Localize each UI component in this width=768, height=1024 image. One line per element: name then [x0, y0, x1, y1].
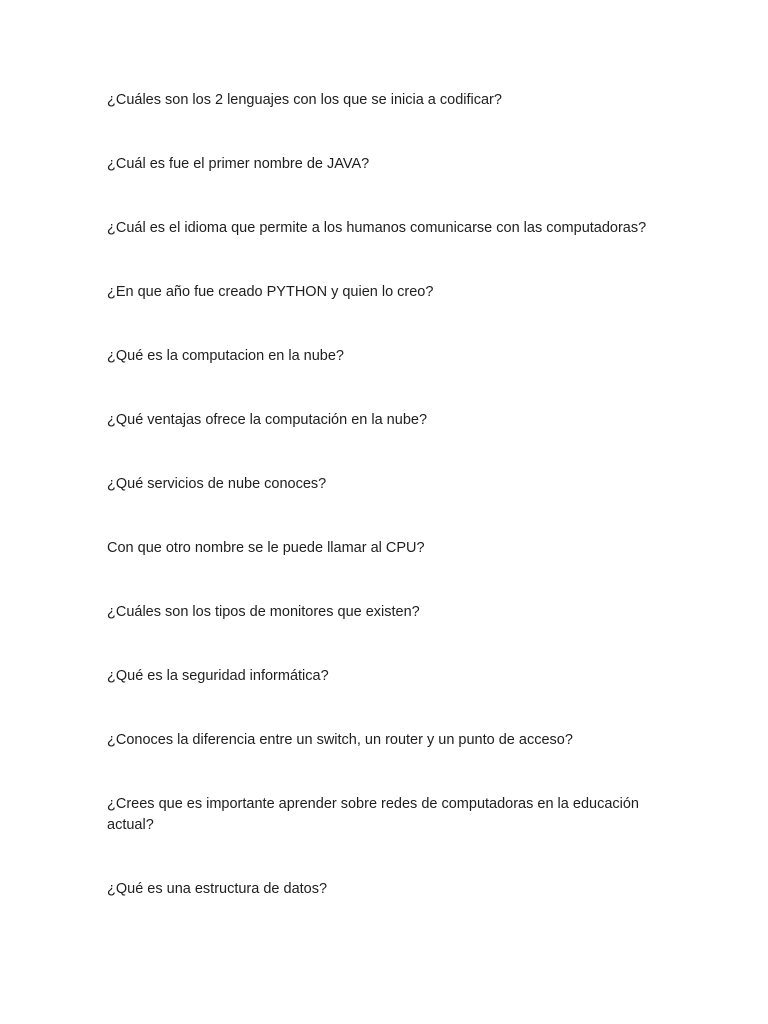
- question-list: [107, 90, 667, 943]
- question-item: ¿Qué es una estructura de datos?: [107, 881, 328, 897]
- question-item: ¿Cuáles son los tipos de monitores que existen?: [107, 604, 420, 620]
- question-item: ¿Cuál es el idioma que permite a los humanos comunicarse con las computadoras?: [107, 220, 647, 236]
- question-item: ¿Qué ventajas ofrece la computación en la nube?: [107, 412, 428, 428]
- question-item: ¿Cuáles son los 2 lenguajes con los que se inicia a codificar?: [107, 92, 502, 108]
- question-item: ¿Qué es la computacion en la nube?: [107, 348, 344, 364]
- question-item: ¿Qué servicios de nube conoces?: [107, 476, 327, 492]
- question-item: ¿Cuál es fue el primer nombre de JAVA?: [107, 156, 370, 172]
- question-item: ¿Qué es la seguridad informática?: [107, 668, 329, 684]
- question-item: ¿Conoces la diferencia entre un switch, un router y un punto de acceso?: [107, 732, 573, 748]
- question-item: Con que otro nombre se le puede llamar al CPU?: [107, 540, 425, 556]
- question-item: ¿Crees que es importante aprender sobre redes de computadoras en la educación actual?: [107, 796, 639, 833]
- question-item: ¿En que año fue creado PYTHON y quien lo creo?: [107, 284, 434, 300]
